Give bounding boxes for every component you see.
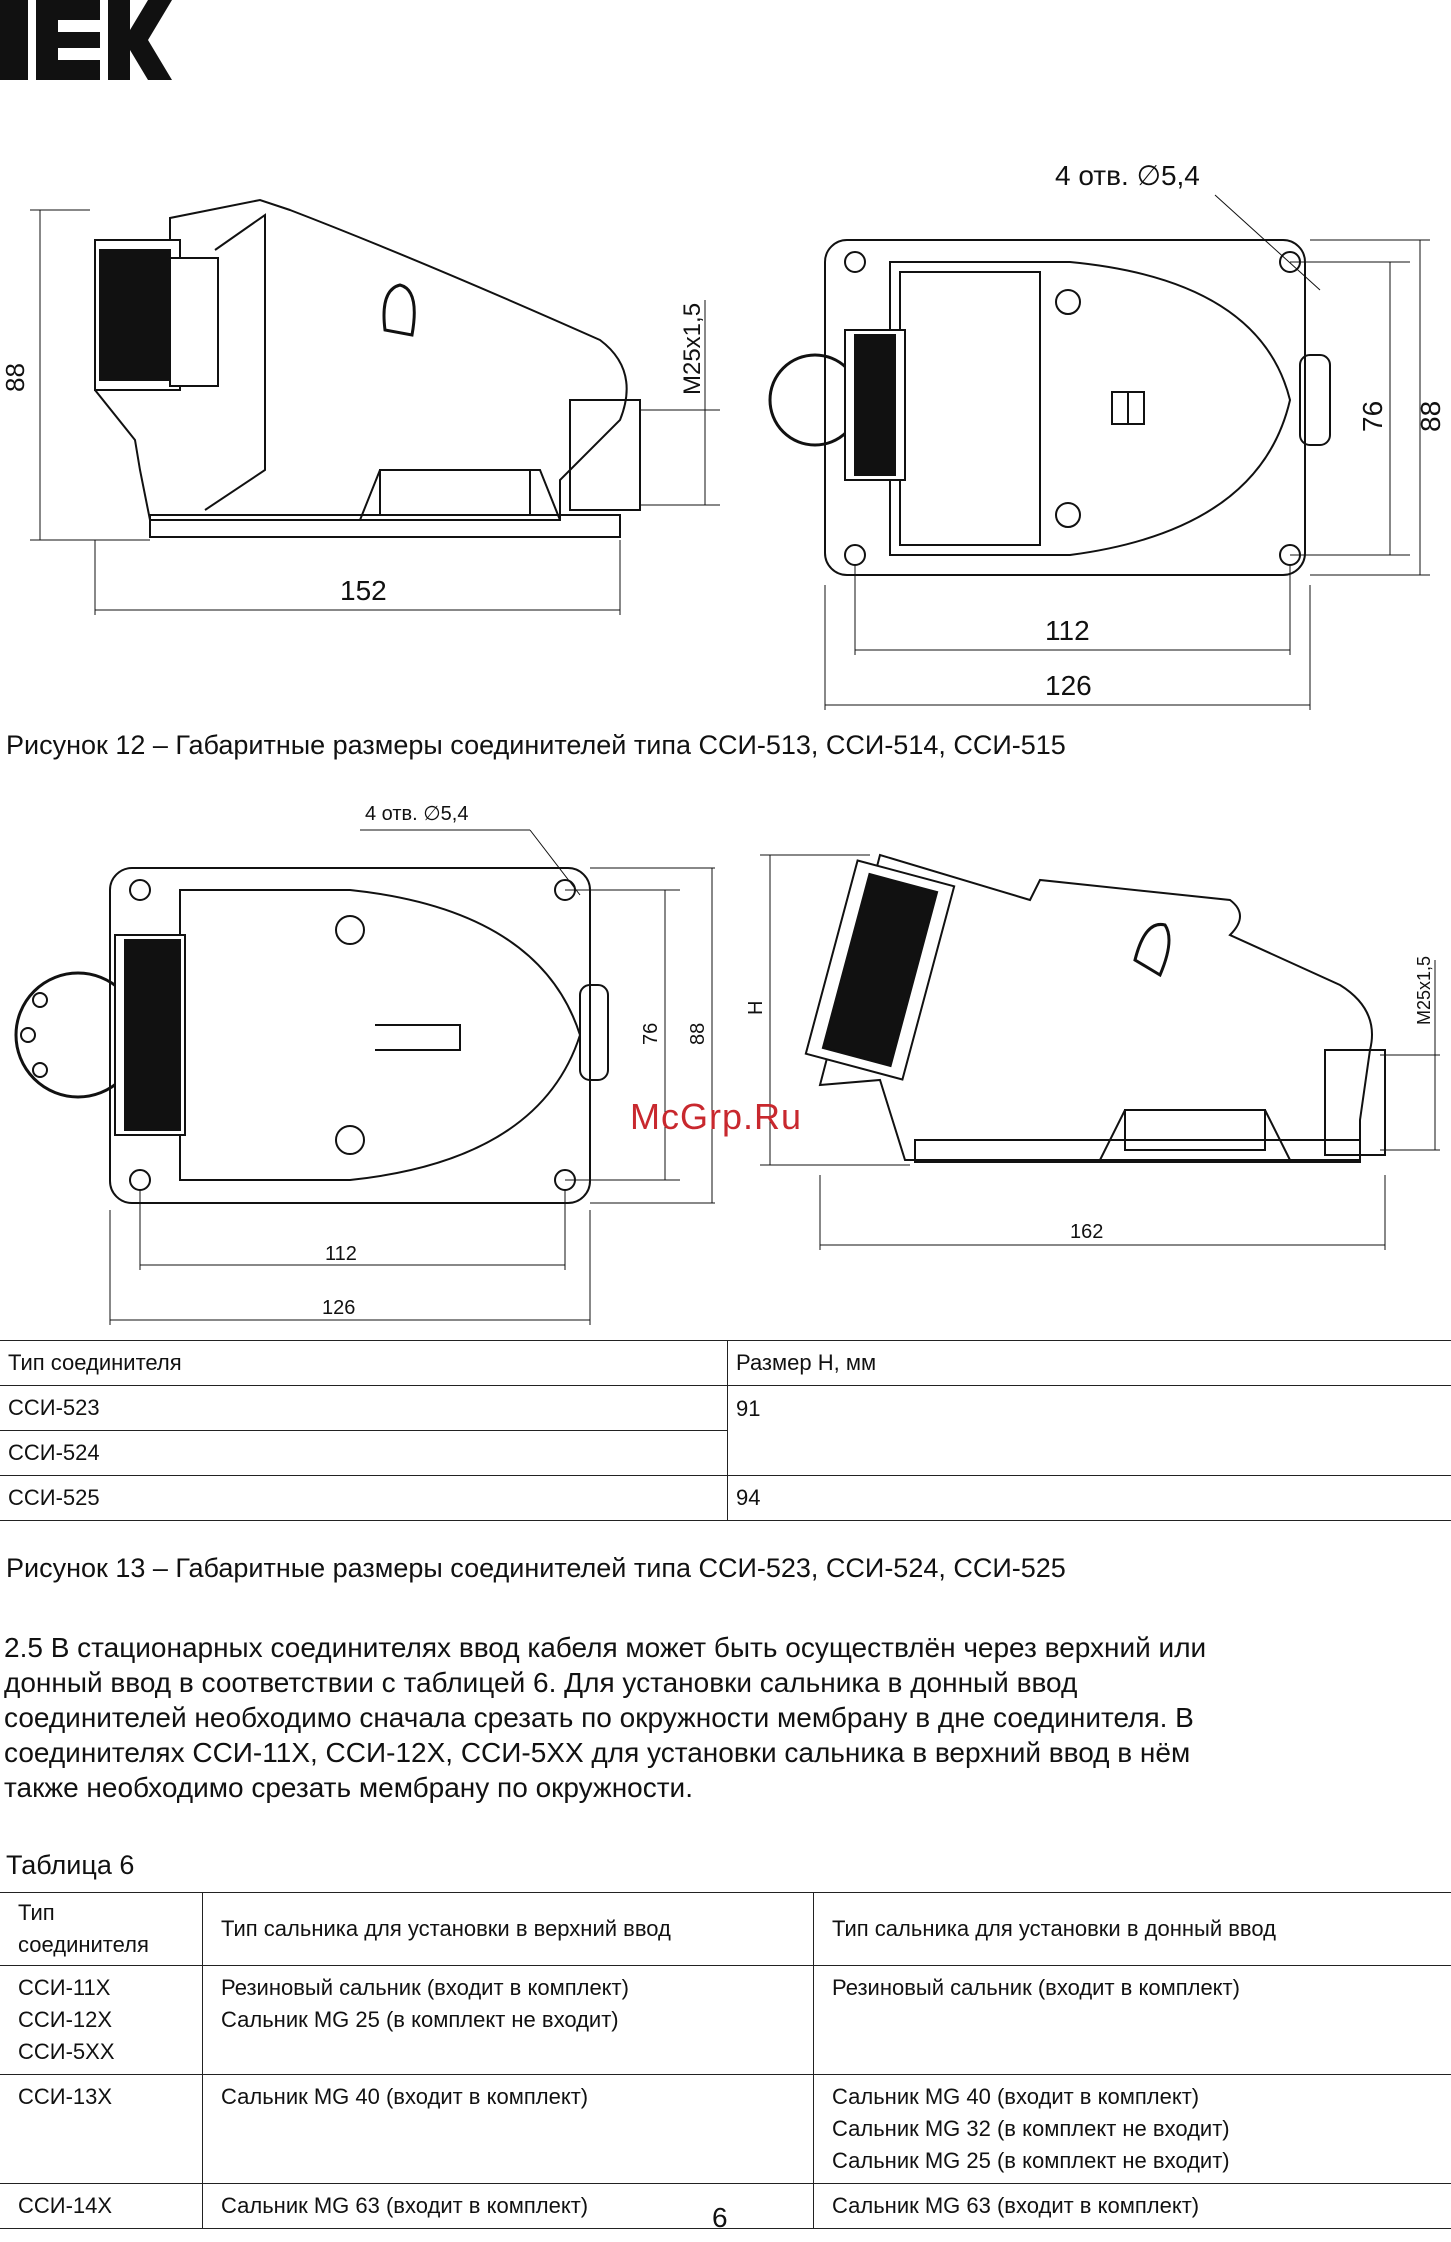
bottom-line: Резиновый сальник (входит в комплект) [832, 1975, 1240, 2000]
table-6 [0, 1892, 1451, 2229]
fig12-front-height: 88 [1415, 400, 1446, 432]
paragraph-line: также необходимо срезать мембрану по окружности. [4, 1772, 693, 1803]
figure-12-drawing [0, 100, 1451, 720]
top-line: Резиновый сальник (входит в комплект) [221, 1975, 629, 2000]
fig13-front-inner-height: 76 [640, 1022, 662, 1045]
fig13-side-thread: M25x1,5 [1414, 955, 1434, 1025]
fig12-front-holes: 4 отв. ∅5,4 [1055, 160, 1200, 191]
table-header-row [0, 1341, 1451, 1386]
fig13-side-height-label: H [745, 1000, 767, 1015]
table-cell-type: ССИ-525 [0, 1476, 728, 1521]
paragraph-line: соединителей необходимо сначала срезать по окружности мембрану в дне соединителя. В [4, 1702, 1194, 1733]
fig12-front-inner-width: 112 [1045, 615, 1090, 646]
table-cell-type [0, 2075, 203, 2184]
table-cell-bottom [814, 2184, 1451, 2229]
table-cell-top [203, 2075, 814, 2184]
paragraph-line: соединителях ССИ-11Х, ССИ-12Х, ССИ-5ХХ для установки сальника в верхний ввод в нём [4, 1737, 1191, 1768]
table-header-cell: Размер H, мм [728, 1341, 1451, 1386]
paragraph-2-5 [4, 1630, 1444, 1805]
table-header-row [0, 1893, 1451, 1966]
table-cell-bottom [814, 1966, 1451, 2075]
type-line: ССИ-11Х [18, 1975, 111, 2000]
paragraph-line: 2.5 В стационарных соединителях ввод кабеля может быть осуществлён через верхний или [4, 1632, 1207, 1663]
type-line: ССИ-14Х [18, 2193, 113, 2218]
paragraph-line: донный ввод в соответствии с таблицей 6. Для установки сальника в донный ввод [4, 1667, 1078, 1698]
table-row [0, 1966, 1451, 2075]
type-line: ССИ-13Х [18, 2084, 113, 2109]
table-cell-top [203, 1966, 814, 2075]
fig13-front-width: 126 [322, 1297, 356, 1319]
fig12-front-width: 126 [1045, 670, 1092, 701]
figure-13-size-table [0, 1340, 1451, 1521]
watermark: McGrp.Ru [630, 1096, 803, 1137]
top-line: Сальник MG 63 (входит в комплект) [221, 2193, 589, 2218]
bottom-line: Сальник MG 40 (входит в комплект) [832, 2084, 1200, 2109]
fig12-side-length: 152 [340, 575, 387, 606]
bottom-line: Сальник MG 32 (в комплект не входит) [832, 2116, 1230, 2141]
fig13-front-height: 88 [687, 1022, 709, 1045]
figure-13-drawing [0, 790, 1451, 1340]
fig13-front-holes: 4 отв. ∅5,4 [365, 803, 469, 825]
table-header-cell: Тип сальника для установки в донный ввод [814, 1893, 1451, 1966]
table-cell-bottom [814, 2075, 1451, 2184]
figure-13-caption: Рисунок 13 – Габаритные размеры соединителей типа ССИ-523, ССИ-524, ССИ-525 [6, 1553, 1066, 1583]
top-line: Сальник MG 25 (в комплект не входит) [221, 2007, 619, 2032]
table-cell-type: ССИ-524 [0, 1431, 728, 1476]
table-cell-size: 91 [728, 1386, 1451, 1476]
table-header-cell: Тип соединителя [0, 1341, 728, 1386]
table-cell-size: 94 [728, 1476, 1451, 1521]
table-row [0, 1476, 1451, 1521]
page-number: 6 [712, 2202, 728, 2233]
table-cell-type [0, 1966, 203, 2075]
table-6-title: Таблица 6 [6, 1850, 135, 1880]
iek-logo [0, 0, 175, 82]
table-row [0, 2075, 1451, 2184]
table-cell-type [0, 2184, 203, 2229]
table-header-cell: Тип соединителя [0, 1893, 203, 1966]
bottom-line: Сальник MG 25 (в комплект не входит) [832, 2148, 1230, 2173]
type-line: ССИ-5ХХ [18, 2039, 115, 2064]
fig12-front-inner-height: 76 [1357, 400, 1388, 432]
bottom-line: Сальник MG 63 (входит в комплект) [832, 2193, 1200, 2218]
table-header-cell: Тип сальника для установки в верхний ввод [203, 1893, 814, 1966]
fig12-side-thread: M25x1,5 [679, 302, 706, 395]
fig13-side-length: 162 [1070, 1221, 1104, 1243]
table-row [0, 1386, 1451, 1431]
table-cell-type: ССИ-523 [0, 1386, 728, 1431]
fig13-front-inner-width: 112 [325, 1243, 357, 1265]
type-line: ССИ-12Х [18, 2007, 113, 2032]
fig12-side-height: 88 [0, 363, 30, 392]
figure-12-caption: Рисунок 12 – Габаритные размеры соединителей типа ССИ-513, ССИ-514, ССИ-515 [6, 730, 1066, 760]
top-line: Сальник MG 40 (входит в комплект) [221, 2084, 589, 2109]
